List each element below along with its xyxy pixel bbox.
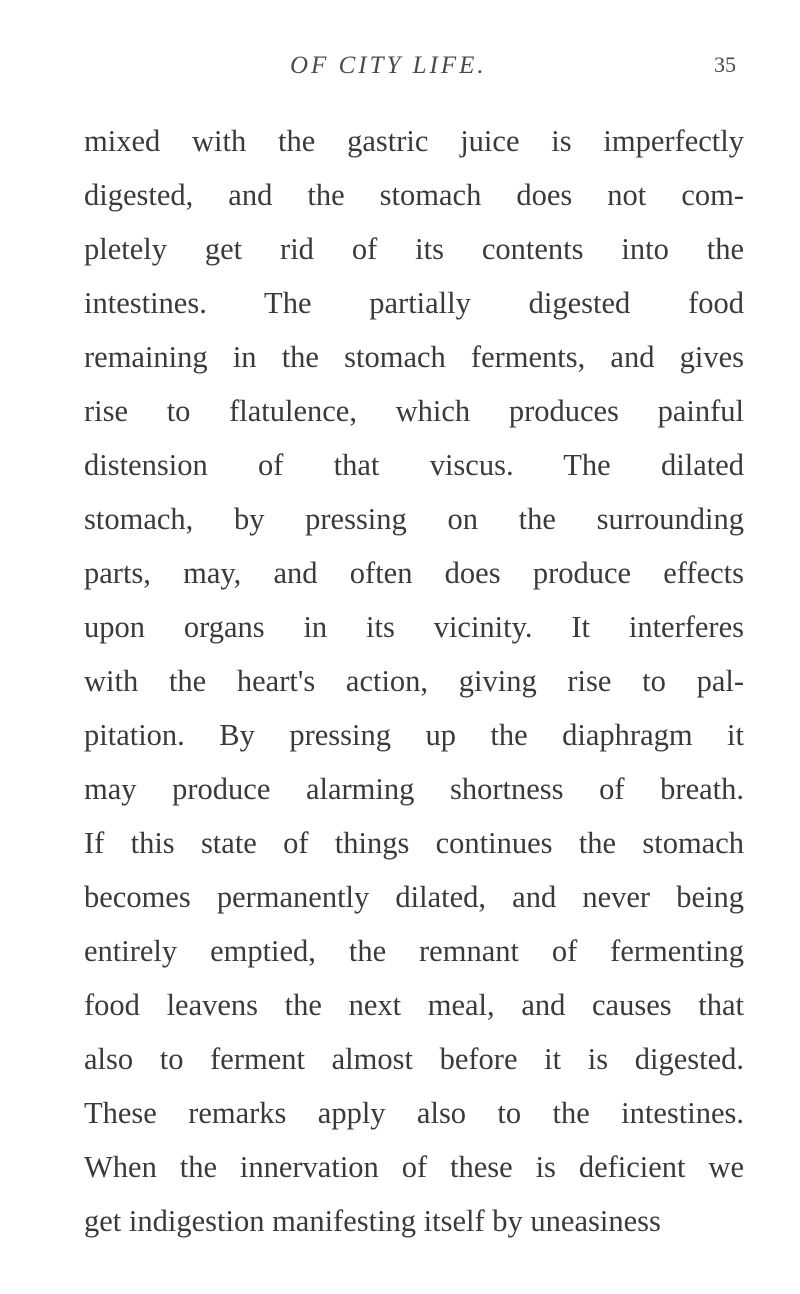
text-line: mixed with the gastric juice is imperfectly	[84, 124, 744, 158]
text-line: becomes permanently dilated, and never being	[84, 880, 744, 914]
text-line: upon organs in its vicinity. It interferes	[84, 610, 744, 644]
text-line: food leavens the next meal, and causes that	[84, 988, 744, 1022]
text-line: may produce alarming shortness of breath.	[84, 772, 744, 806]
text-line: pitation. By pressing up the diaphragm it	[84, 718, 744, 752]
text-line: If this state of things continues the stomach	[84, 826, 744, 860]
text-line: entirely emptied, the remnant of fermenting	[84, 934, 744, 968]
running-head	[0, 46, 800, 86]
text-line: pletely get rid of its contents into the	[84, 232, 744, 266]
running-title: OF CITY LIFE.	[290, 52, 487, 79]
text-line: parts, may, and often does produce effects	[84, 556, 744, 590]
text-line: remaining in the stomach ferments, and gives	[84, 340, 744, 374]
text-line: When the innervation of these is deficient we	[84, 1150, 744, 1184]
page-number: 35	[714, 52, 736, 77]
body-text	[84, 114, 744, 1248]
text-line: These remarks apply also to the intestines.	[84, 1096, 744, 1130]
text-line: digested, and the stomach does not com-	[84, 178, 744, 212]
text-line: with the heart's action, giving rise to pal-	[84, 664, 744, 698]
text-line: distension of that viscus. The dilated	[84, 448, 744, 482]
text-line: intestines. The partially digested food	[84, 286, 744, 320]
text-line: get indigestion manifesting itself by uneasiness	[84, 1204, 661, 1238]
text-line: rise to flatulence, which produces painful	[84, 394, 744, 428]
text-line: also to ferment almost before it is digested.	[84, 1042, 744, 1076]
text-line: stomach, by pressing on the surrounding	[84, 502, 744, 536]
